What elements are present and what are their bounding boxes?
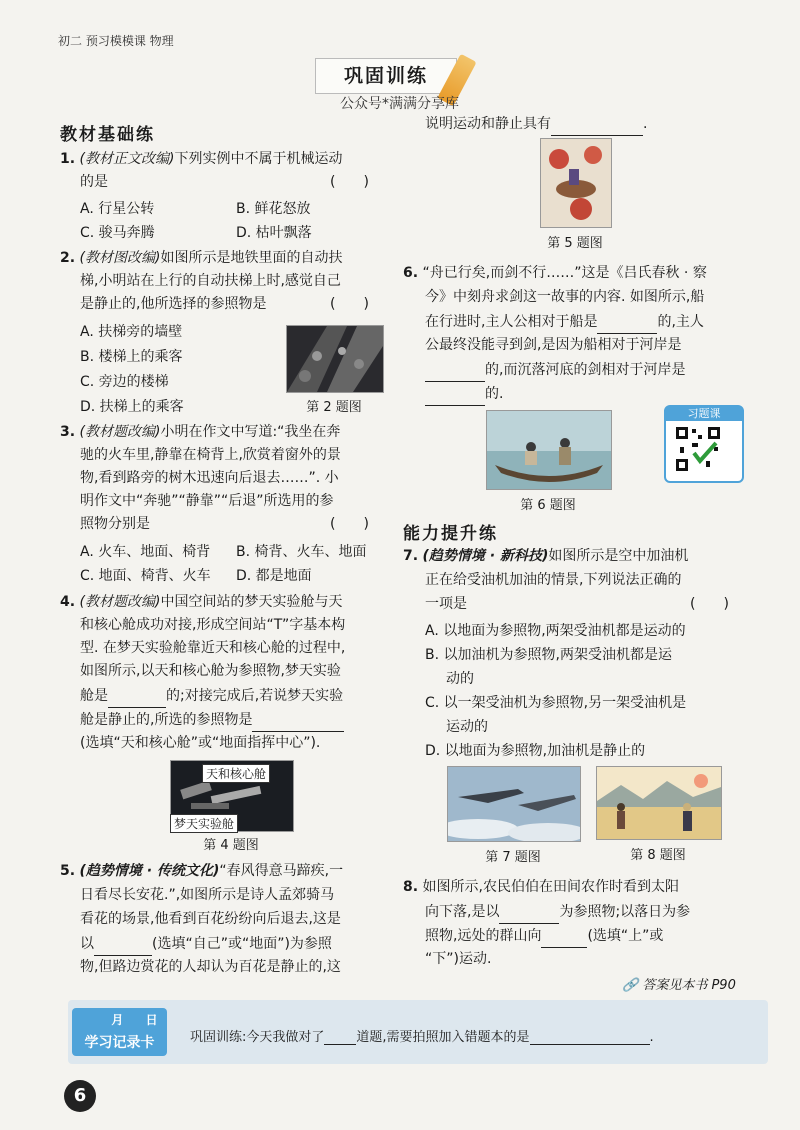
- day-label: 日: [145, 1013, 158, 1027]
- question-4-line6: [80, 708, 344, 732]
- question-3-option-d[interactable]: D. 都是地面: [236, 568, 312, 584]
- question-8-text3a: 照物,远处的群山向: [425, 928, 542, 944]
- question-8-text2a: 向下落,是以: [425, 904, 500, 920]
- question-8-line1: [403, 876, 679, 899]
- question-2-option-c[interactable]: C. 旁边的楼梯: [80, 374, 169, 390]
- figure-2-caption: 第 2 题图: [306, 400, 362, 415]
- question-5-text4b: (选填“自己”或“地面”)为参照: [152, 936, 332, 952]
- question-8-line3: [425, 924, 663, 948]
- question-5-text: “春风得意马蹄疾,一: [219, 863, 344, 879]
- question-3-line5: 照物分别是: [80, 516, 150, 532]
- question-8-line4: “下”)运动.: [425, 951, 492, 967]
- question-3-option-c[interactable]: C. 地面、椅背、火车: [80, 568, 211, 584]
- link-icon: 🔗: [622, 978, 639, 993]
- question-7-option-c-cont: 运动的: [446, 719, 488, 735]
- question-1-tag: (教材正文改编): [79, 151, 175, 167]
- question-1-option-c[interactable]: C. 骏马奔腾: [80, 225, 155, 241]
- question-1-option-b[interactable]: B. 鲜花怒放: [236, 201, 311, 217]
- question-1-option-d[interactable]: D. 枯叶飘落: [236, 225, 312, 241]
- question-5-line5: 物,但路边赏花的人却认为百花是静止的,这: [80, 959, 341, 975]
- question-2-answer-paren[interactable]: ( ): [330, 296, 369, 312]
- question-6-line3: [425, 310, 704, 334]
- record-sentence: [190, 1026, 654, 1045]
- question-5-line2: 日看尽长安花.”,如图所示是诗人孟郊骑马: [80, 887, 335, 903]
- question-5-cont-period: .: [643, 116, 648, 132]
- record-blank-count[interactable]: [324, 1029, 356, 1045]
- question-1-text: 下列实例中不属于机械运动: [174, 151, 343, 167]
- question-8-line2: [425, 900, 690, 924]
- question-4-text6: 舱是静止的,所选的参照物是: [80, 712, 253, 728]
- section-basic-practice: 教材基础练: [60, 125, 155, 145]
- question-3-number: 3.: [60, 424, 76, 440]
- question-3-line2: 驰的火车里,静靠在椅背上,欣赏着窗外的景: [80, 447, 341, 463]
- question-6-line4: 公最终没能寻到剑,是因为船相对于河岸是: [425, 337, 682, 353]
- watermark: 公众号*满满分享库: [340, 96, 459, 112]
- question-6-blank-2[interactable]: [425, 358, 485, 382]
- question-6-line6: [425, 382, 503, 406]
- air-refueling-image: [447, 766, 581, 842]
- escalator-image: [286, 325, 384, 393]
- question-6-line2: 今》中刻舟求剑这一故事的内容. 如图所示,船: [425, 289, 705, 305]
- question-5-line4: [80, 932, 332, 956]
- figure-7-caption: 第 7 题图: [485, 850, 541, 865]
- question-2-option-b[interactable]: B. 楼梯上的乘客: [80, 349, 183, 365]
- figure-5-caption: 第 5 题图: [547, 236, 603, 251]
- qr-label: 习题课: [666, 407, 742, 421]
- question-5-number: 5.: [60, 863, 76, 879]
- question-2-line3: 是静止的,他所选择的参照物是: [80, 296, 267, 312]
- question-6-text6: 的.: [485, 386, 504, 402]
- record-label: 学习记录卡: [84, 1035, 155, 1051]
- record-text1: 巩固训练:今天我做对了: [190, 1030, 325, 1045]
- question-4-text5b: 的;对接完成后,若说梦天实验: [166, 688, 344, 704]
- question-5-line1: [60, 860, 343, 883]
- question-8-blank-1[interactable]: [499, 900, 559, 924]
- question-4-tag: (教材题改编): [79, 594, 161, 610]
- question-8-text: 如图所示,农民伯伯在田间农作时看到太阳: [422, 879, 679, 895]
- question-7-line2: 正在给受油机加油的情景,下列说法正确的: [425, 572, 682, 588]
- question-7-line3: 一项是: [425, 596, 467, 612]
- question-4-line5: [80, 684, 343, 708]
- question-2-option-d[interactable]: D. 扶梯上的乘客: [80, 399, 184, 415]
- question-5-tag: (趋势情境 · 传统文化): [79, 863, 220, 879]
- question-3-line3: 物,看到路旁的树木迅速向后退去……”. 小: [80, 470, 339, 486]
- question-3-option-a[interactable]: A. 火车、地面、椅背: [80, 544, 211, 560]
- question-7-option-b[interactable]: B. 以加油机为参照物,两架受油机都是运: [425, 647, 672, 663]
- question-7-number: 7.: [403, 548, 419, 564]
- record-end: .: [649, 1030, 654, 1045]
- record-text2: 道题,需要拍照加入错题本的是: [356, 1030, 530, 1045]
- answer-reference-text: 答案见本书 P90: [642, 978, 736, 993]
- question-6-blank-3[interactable]: [425, 382, 485, 406]
- question-6-text: “舟已行矣,而剑不行……”这是《吕氏春秋 · 察: [422, 265, 707, 281]
- question-4-number: 4.: [60, 594, 76, 610]
- question-4-line2: 和核心舱成功对接,形成空间站“T”字基本构: [80, 617, 346, 633]
- question-5-blank-1[interactable]: [94, 932, 152, 956]
- figure-4-caption: 第 4 题图: [203, 838, 259, 853]
- question-7-answer-paren[interactable]: ( ): [690, 596, 729, 612]
- question-5-line3: 看花的场景,他看到百花纷纷向后退去,这是: [80, 911, 341, 927]
- question-4-text5a: 舱是: [80, 688, 108, 704]
- page-title: 巩固训练: [315, 58, 457, 94]
- question-3-answer-paren[interactable]: ( ): [330, 516, 369, 532]
- question-4-line3: 型. 在梦天实验舱靠近天和核心舱的过程中,: [80, 640, 346, 656]
- question-6-line1: [403, 262, 707, 285]
- question-6-text3b: 的,主人: [657, 314, 704, 330]
- question-4-line4: 如图所示,以天和核心舱为参照物,梦天实验: [80, 663, 341, 679]
- question-3-option-b[interactable]: B. 椅背、火车、地面: [236, 544, 367, 560]
- month-label: 月: [111, 1013, 124, 1027]
- question-8-number: 8.: [403, 879, 419, 895]
- date-row: [72, 1008, 167, 1028]
- question-4-blank-2[interactable]: [252, 708, 344, 732]
- question-4-text: 中国空间站的梦天实验舱与天: [160, 594, 343, 610]
- question-1-line2: 的是: [80, 174, 108, 190]
- question-3-line4: 明作文中“奔驰”“静靠”“后退”所选用的参: [80, 493, 334, 509]
- question-7-option-a[interactable]: A. 以地面为参照物,两架受油机都是运动的: [425, 623, 686, 639]
- question-8-blank-2[interactable]: [541, 924, 587, 948]
- question-6-blank-1[interactable]: [597, 310, 657, 334]
- question-6-line5: [425, 358, 685, 382]
- question-1-answer-paren[interactable]: ( ): [330, 174, 369, 190]
- question-6-text5: 的,而沉落河底的剑相对于河岸是: [485, 362, 686, 378]
- boat-sword-image: [486, 410, 612, 490]
- question-4-line1: [60, 591, 342, 614]
- figure-6-caption: 第 6 题图: [520, 498, 576, 513]
- tianhe-label: 天和核心舱: [202, 764, 270, 783]
- question-2-text: 如图所示是地铁里面的自动扶: [160, 250, 343, 266]
- question-2-option-a[interactable]: A. 扶梯旁的墙壁: [80, 324, 183, 340]
- question-2-line1: [60, 247, 342, 270]
- section-advanced-practice: 能力提升练: [403, 524, 498, 544]
- question-8-text2b: 为参照物;以落日为参: [559, 904, 691, 920]
- question-3-text: 小明在作文中写道:“我坐在奔: [160, 424, 341, 440]
- question-3-line1: [60, 421, 340, 444]
- book-header: 初二 预习模模课 物理: [58, 34, 174, 48]
- question-2-tag: (教材图改编): [79, 250, 161, 266]
- question-4-line7: (选填“天和核心舱”或“地面指挥中心”).: [80, 735, 321, 751]
- question-7-option-b-cont: 动的: [446, 671, 474, 687]
- question-2-line2: 梯,小明站在上行的自动扶梯上时,感觉自己: [80, 273, 341, 289]
- qr-code-card[interactable]: [664, 405, 744, 483]
- question-7-line1: [403, 545, 688, 568]
- page-number: 6: [64, 1080, 96, 1112]
- question-7-option-c[interactable]: C. 以一架受油机为参照物,另一架受油机是: [425, 695, 687, 711]
- answer-reference[interactable]: [622, 974, 736, 993]
- question-6-number: 6.: [403, 265, 419, 281]
- poet-riding-horse-image: [540, 138, 612, 228]
- question-5-continuation: [425, 112, 647, 136]
- record-blank-questions[interactable]: [530, 1029, 650, 1045]
- question-1-number: 1.: [60, 151, 76, 167]
- question-6-text3a: 在行进时,主人公相对于船是: [425, 314, 598, 330]
- question-2-number: 2.: [60, 250, 76, 266]
- figure-8-caption: 第 8 题图: [630, 848, 686, 863]
- farmer-sunset-image: [596, 766, 722, 840]
- question-4-blank-1[interactable]: [108, 684, 166, 708]
- question-8-text3b: (选填“上”或: [587, 928, 664, 944]
- question-7-option-d[interactable]: D. 以地面为参照物,加油机是静止的: [425, 743, 646, 759]
- mengtian-label: 梦天实验舱: [170, 814, 238, 833]
- question-7-tag: (趋势情境 · 新科技): [422, 548, 549, 564]
- study-record-card: [72, 1008, 167, 1056]
- question-5-cont-text: 说明运动和静止具有: [425, 116, 551, 132]
- question-1-option-a[interactable]: A. 行星公转: [80, 201, 155, 217]
- question-3-tag: (教材题改编): [79, 424, 161, 440]
- question-5-blank-2[interactable]: [551, 112, 643, 136]
- question-5-text4a: 以: [80, 936, 94, 952]
- qr-code-icon: [666, 421, 738, 477]
- question-7-text: 如图所示是空中加油机: [548, 548, 689, 564]
- question-1-line1: [60, 148, 342, 171]
